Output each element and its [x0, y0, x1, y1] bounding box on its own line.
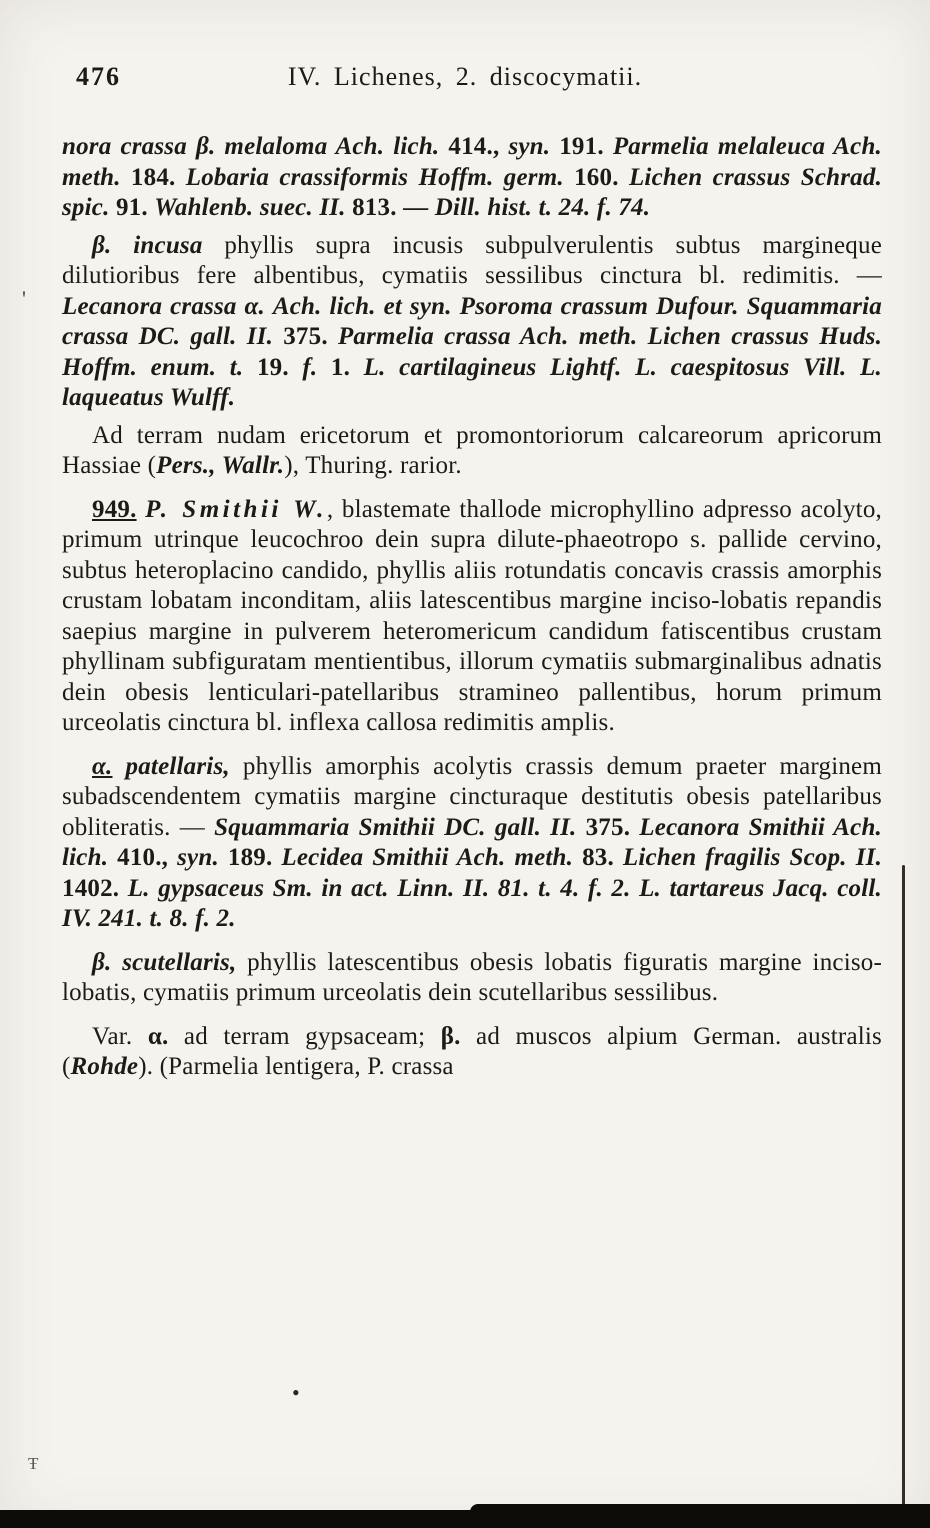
paragraph	[62, 948, 882, 1009]
text-segment: Squammaria Smithii DC. gall. II.	[214, 813, 586, 841]
scan-artifact-bottom-mark: Ŧ	[28, 1454, 39, 1473]
scan-artifact-dot: •	[292, 1380, 300, 1405]
text-segment: 375.	[283, 323, 338, 350]
text-segment: Parmelia melaleuca Ach. meth.	[62, 133, 883, 191]
text-segment: 414.,	[448, 133, 509, 160]
text-segment: phyllis amorphis acolytis crassis demum praeter marginem subadscendentem cymatiis margine cincturaque destitutis obesis patellaribus obliteratis. —	[62, 752, 882, 841]
text-segment: Pers., Wallr.	[156, 452, 285, 479]
text-segment: 1402.	[62, 874, 128, 902]
page-number: 476	[76, 62, 121, 91]
text-segment: patellaris,	[112, 752, 230, 780]
text-segment: phyllis supra incusis subpulverulentis subtus margineque dilutioribus fere albentibus, cymatiis sessilibus cinctura bl. redimitis. —	[62, 231, 882, 289]
text-segment: ), Thuring. rarior.	[284, 452, 462, 479]
text-segment: 410.,	[117, 844, 178, 871]
text-segment: Lecanora crassa α. Ach. lich. et syn. Psoroma crassum Dufour. Squammaria crassa DC. gall. II.	[62, 292, 882, 350]
running-title: IV. Lichenes, 2. discocymatii.	[287, 62, 643, 91]
text-segment: 91.	[115, 194, 155, 221]
paragraph	[62, 231, 882, 414]
paragraph	[62, 421, 882, 482]
text-segment: 83.	[582, 844, 623, 871]
scan-artifact-left-mark: '	[22, 286, 26, 311]
text-segment: 160.	[574, 163, 629, 191]
text-segment: Var.	[92, 1022, 148, 1050]
scan-edge-bottom	[0, 1510, 930, 1528]
text-segment: L. cartilagineus Lightf. L. caespitosus Vill. L. laqueatus Wulff.	[62, 353, 882, 411]
text-segment: nora crassa	[62, 133, 196, 160]
scan-edge-right	[902, 865, 905, 1508]
text-segment: 813. —	[352, 194, 435, 221]
text-segment: f.	[302, 353, 331, 381]
text-segment: β. incusa	[92, 231, 203, 259]
text-segment: 191.	[559, 133, 613, 160]
text-segment: α.	[92, 752, 113, 780]
text-segment	[137, 496, 146, 523]
paragraph	[62, 752, 882, 935]
text-segment: 949.	[92, 495, 137, 523]
text-segment: Lobaria crassiformis Hoffm. germ.	[185, 163, 575, 191]
text-segment: ad muscos alpium German. australis (	[62, 1022, 882, 1080]
text-segment: Lichen fragilis Scop. II.	[622, 844, 883, 871]
text-segment: Lecidea Smithii Ach. meth.	[281, 844, 583, 871]
text-segment: P. Smithii W.	[145, 495, 327, 523]
page-body	[62, 132, 882, 1083]
text-segment: Ad terram nudam ericetorum et promontoriorum calcareorum apricorum Hassiae (	[62, 421, 882, 479]
text-segment: syn.	[508, 133, 560, 160]
page-header	[0, 62, 930, 96]
text-segment: 1.	[330, 353, 364, 381]
text-segment: phyllis latescentibus obesis lobatis figuratis margine inciso-lobatis, cymatiis primum urceolatis dein scutellaribus sessilibus.	[62, 948, 882, 1006]
paragraph	[62, 132, 882, 224]
text-segment: Parmelia crassa Ach. meth. Lichen crassus Huds. Hoffm. enum. t.	[62, 323, 883, 381]
text-segment: α.	[147, 1022, 169, 1050]
text-segment: β. melaloma Ach. lich.	[195, 133, 449, 160]
text-segment: 19.	[256, 353, 303, 381]
text-segment: Wahlenb. suec. II.	[154, 194, 353, 221]
text-segment: Lichen crassus Schrad. spic.	[62, 163, 883, 221]
text-segment: 184.	[130, 163, 186, 191]
text-segment: β.	[440, 1022, 461, 1050]
text-segment: Dill. hist. t. 24. f. 74.	[434, 194, 651, 221]
text-segment: ad terram gypsaceam;	[168, 1022, 441, 1050]
text-segment: Lecanora Smithii Ach. lich.	[62, 813, 882, 871]
text-segment: L. gypsaceus Sm. in act. Linn. II. 81. t. 4. f. 2. L. tartareus Jacq. coll. IV. 241. t. 8. f. 2.	[62, 874, 882, 932]
paragraph	[62, 495, 882, 739]
text-segment: syn.	[177, 844, 228, 871]
paragraph	[62, 1022, 882, 1083]
text-segment: Rohde	[70, 1053, 139, 1080]
text-segment: β. scutellaris,	[92, 948, 237, 976]
text-segment: 375.	[585, 813, 640, 841]
text-segment: ). (Parmelia lentigera, P. crassa	[138, 1053, 454, 1080]
text-segment: 189.	[227, 844, 282, 871]
text-segment: , blastemate thallode microphyllino adpresso acolyto, primum utrinque leucochroo dein supra dilute-phaeotropo s. pallide cervino, subtus heteroplacino candido, phyllis aliis rotundatis concavis crassis amorphis crustam lobatam inconditam, aliis latescentibus margine inciso-lobatis repandis saepius margine in pulverem heteromericum candidum fatiscentibus crustam phyllinam subfiguratam mentientibus, illorum cymatiis submarginalibus adnatis dein obesis lenticulari-patellaribus stramineo pallentibus, horum primum urceolatis cinctura bl. inflexa callosa redimitis amplis.	[62, 495, 882, 736]
